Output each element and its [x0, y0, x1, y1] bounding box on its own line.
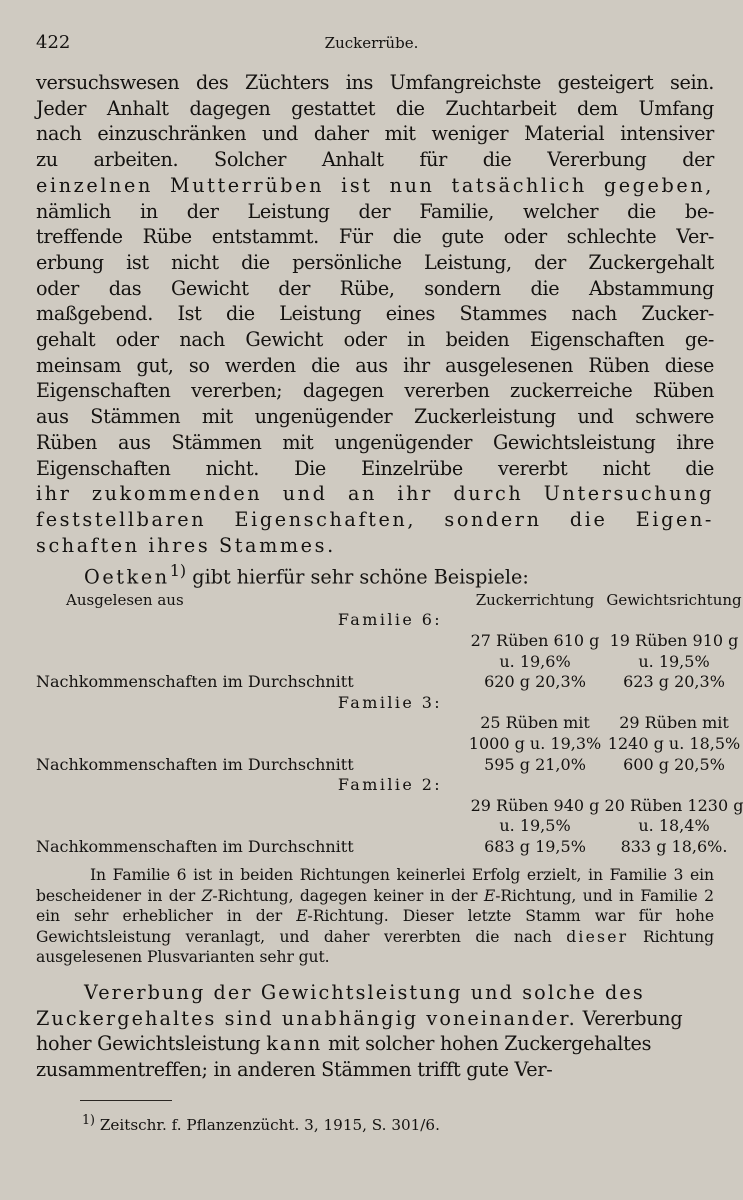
table-header-row [36, 590, 743, 611]
selection-weight [604, 796, 743, 837]
offspring-weight: 600 g 20,5% [623, 754, 725, 774]
author-name: Oetken [84, 565, 170, 589]
closing-paragraph [36, 980, 714, 1082]
text-line: treffende Rübe entstammt. Für die gute oder schlechte Ver- [36, 225, 714, 249]
italic-e: E [296, 907, 308, 926]
spaced-emphasis: dieser [566, 927, 629, 946]
selection-sugar [466, 796, 604, 837]
family-title-row [36, 775, 743, 796]
text-run: Richtung ausgelesenen Plusvarianten sehr gut. [36, 927, 714, 967]
value-line: u. 19,6% [499, 651, 571, 671]
offspring-row [36, 672, 743, 693]
text-line: oder das Gewicht der Rübe, sondern die Abstammung [36, 276, 714, 300]
text-line: aus Stämmen mit ungenügender Zuckerleistung und schwere [36, 405, 714, 429]
italic-e: E [483, 886, 496, 905]
text-run: Vererbung hoher Gewichtsleistung [36, 1006, 683, 1056]
offspring-label: Nachkommenschaften im Durchschnitt [36, 754, 354, 774]
family-title: Familie 6: [337, 610, 443, 630]
page-header [36, 30, 707, 58]
text-line: gehalt oder nach Gewicht oder in beiden Eigenschaften ge- [36, 328, 714, 352]
family-title: Familie 2: [337, 775, 443, 795]
text-line: Eigenschaften nicht. Die Einzelrübe vererbt nicht die [36, 456, 714, 480]
text-line: schaften ihres Stammes. [36, 533, 336, 557]
text-run: -Richtung. Dieser letzte Stamm war für hohe Gewichtsleistung veranlagt, und daher vererbten die nach [36, 907, 714, 946]
footnote-text: Zeitschr. f. Pflanzenzücht. 3, 1915, S. 301/6. [99, 1116, 440, 1135]
selection-weight [604, 631, 743, 672]
page-number: 422 [36, 32, 71, 53]
offspring-weight: 623 g 20,3% [623, 672, 725, 692]
discussion-paragraph [36, 865, 714, 968]
spaced-emphasis: Vererbung der Gewichtsleistung und solche des Zuckergehaltes sind unabhängig voneinander. [36, 980, 645, 1030]
running-title: Zuckerrübe. [324, 34, 419, 52]
header-weight-direction: Gewichtsrichtung [606, 590, 742, 609]
value-line: 20 Rüben 1230 g [604, 795, 743, 815]
text-line: einzelnen Mutterrüben ist nun tatsächlich gegeben, [36, 173, 714, 197]
text-run: mit solcher hohen Zuckergehaltes zusammentreffen; in anderen Stämmen trifft gute Ver- [36, 1032, 652, 1081]
selection-row [36, 713, 743, 754]
text-line: zu arbeiten. Solcher Anhalt für die Vererbung der [36, 148, 714, 172]
text-line: Eigenschaften vererben; dagegen vererben zuckerreiche Rüben [36, 379, 714, 403]
text-line: nach einzuschränken und daher mit weniger Material intensiver [36, 122, 714, 146]
offspring-weight: 833 g 18,6%. [620, 836, 728, 856]
value-line: 25 Rüben mit [480, 713, 590, 733]
value-line: u. 18,4% [638, 816, 710, 836]
text-line: erbung ist nicht die persönliche Leistung, der Zuckergehalt [36, 250, 714, 274]
selection-row [36, 796, 743, 837]
text-run: In Familie 6 ist in beiden Richtungen keinerlei Erfolg erzielt, in Familie 3 ein bescheidener in der [36, 866, 714, 905]
offspring-label: Nachkommenschaften im Durchschnitt [36, 672, 354, 692]
text-line: ihr zukommenden und an ihr durch Untersuchung [36, 482, 714, 506]
text-line: maßgebend. Ist die Leistung eines Stammes nach Zucker- [36, 302, 714, 326]
spaced-emphasis: kann [266, 1032, 323, 1056]
family-title-row [36, 693, 743, 714]
intro-text: gibt hierfür sehr schöne Beispiele: [192, 565, 529, 589]
family-title: Familie 3: [337, 692, 443, 712]
page-body [36, 70, 743, 1082]
selection-weight [604, 713, 743, 754]
text-line: nämlich in der Leistung der Familie, welcher die be- [36, 199, 714, 223]
offspring-row [36, 837, 743, 858]
value-line: 1000 g u. 19,3% [468, 733, 602, 753]
value-line: u. 19,5% [638, 651, 710, 671]
results-table [36, 590, 743, 858]
footnote [82, 1112, 440, 1134]
offspring-sugar: 620 g 20,3% [484, 672, 586, 692]
offspring-label: Nachkommenschaften im Durchschnitt [36, 836, 354, 856]
value-line: 19 Rüben 910 g [609, 630, 739, 650]
italic-z: Z [201, 886, 213, 905]
header-selected-from: Ausgelesen aus [66, 590, 184, 609]
value-line: u. 19,5% [499, 816, 571, 836]
text-line: feststellbaren Eigenschaften, sondern die Eigen- [36, 507, 714, 531]
family-title-row [36, 610, 743, 631]
selection-row [36, 631, 743, 672]
main-paragraph [36, 70, 714, 558]
text-line: Rüben aus Stämmen mit ungenügender Gewichtsleistung ihre [36, 430, 714, 454]
text-line: versuchswesen des Züchters ins Umfangreichste gesteigert sein. [36, 71, 714, 94]
header-sugar-direction: Zuckerrichtung [475, 590, 595, 609]
text-run: -Richtung, und in Familie 2 ein sehr erheblicher in der [36, 886, 714, 926]
value-line: 29 Rüben 940 g [470, 795, 600, 815]
footnote-rule [80, 1100, 172, 1101]
value-line: 27 Rüben 610 g [470, 630, 600, 650]
value-line: 29 Rüben mit [619, 713, 729, 733]
value-line: 1240 g u. 18,5% [607, 733, 741, 753]
offspring-sugar: 595 g 21,0% [484, 754, 586, 774]
selection-sugar [466, 631, 604, 672]
footnote-mark: 1) [82, 1112, 95, 1127]
intro-sentence [36, 558, 714, 589]
text-line: Jeder Anhalt dagegen gestattet die Zuchtarbeit dem Umfang [36, 96, 714, 120]
selection-sugar [466, 713, 604, 754]
text-run: -Richtung, dagegen keiner in der [212, 886, 484, 905]
offspring-sugar: 683 g 19,5% [484, 836, 586, 856]
footnote-reference: 1) [169, 561, 187, 581]
text-line: meinsam gut, so werden die aus ihr ausgelesenen Rüben diese [36, 353, 714, 377]
offspring-row [36, 755, 743, 776]
